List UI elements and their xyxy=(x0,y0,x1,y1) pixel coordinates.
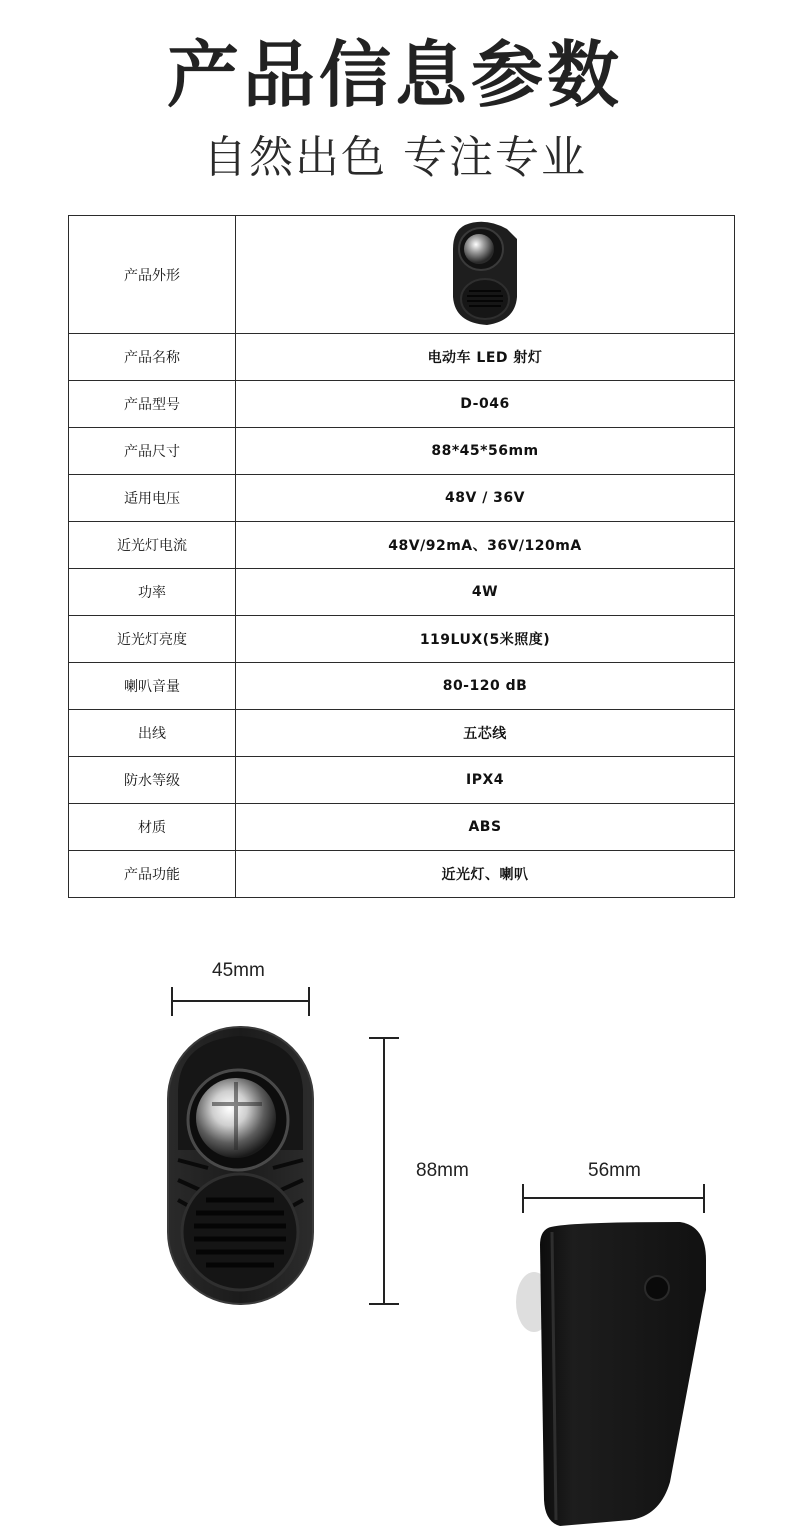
spec-value: 近光灯、喇叭 xyxy=(236,851,735,898)
side-view-image xyxy=(516,1222,706,1526)
width-dimension-label: 45mm xyxy=(212,960,265,981)
spec-value: 48V / 36V xyxy=(236,475,735,522)
spec-label: 近光灯亮度 xyxy=(69,616,236,663)
spec-label: 喇叭音量 xyxy=(69,663,236,710)
spec-label: 适用电压 xyxy=(69,475,236,522)
spec-label: 防水等级 xyxy=(69,757,236,804)
depth-dimension-label: 56mm xyxy=(588,1160,641,1181)
height-dimension-label: 88mm xyxy=(416,1160,469,1181)
front-view-image xyxy=(168,1027,313,1304)
spec-label: 产品型号 xyxy=(69,381,236,428)
spec-label: 功率 xyxy=(69,569,236,616)
spec-value: 48V/92mA、36V/120mA xyxy=(236,522,735,569)
spec-value: 119LUX(5米照度) xyxy=(236,616,735,663)
spec-value: D-046 xyxy=(236,381,735,428)
height-dimension-line xyxy=(369,1038,399,1304)
appearance-label: 产品外形 xyxy=(69,216,236,334)
spec-value: 五芯线 xyxy=(236,710,735,757)
page-title: 产品信息参数 xyxy=(166,33,623,117)
spec-value: ABS xyxy=(236,804,735,851)
spec-label: 产品功能 xyxy=(69,851,236,898)
spec-label: 材质 xyxy=(69,804,236,851)
spec-label: 出线 xyxy=(69,710,236,757)
spec-value: 电动车 LED 射灯 xyxy=(236,334,735,381)
spec-value: 4W xyxy=(236,569,735,616)
page-subtitle: 自然出色 专注专业 xyxy=(203,132,587,183)
spec-value: 88*45*56mm xyxy=(236,428,735,475)
spec-value: IPX4 xyxy=(236,757,735,804)
spec-label: 产品名称 xyxy=(69,334,236,381)
depth-dimension-line xyxy=(523,1184,704,1213)
spec-value: 80-120 dB xyxy=(236,663,735,710)
spec-label: 产品尺寸 xyxy=(69,428,236,475)
spec-label: 近光灯电流 xyxy=(69,522,236,569)
width-dimension-line xyxy=(172,987,309,1016)
